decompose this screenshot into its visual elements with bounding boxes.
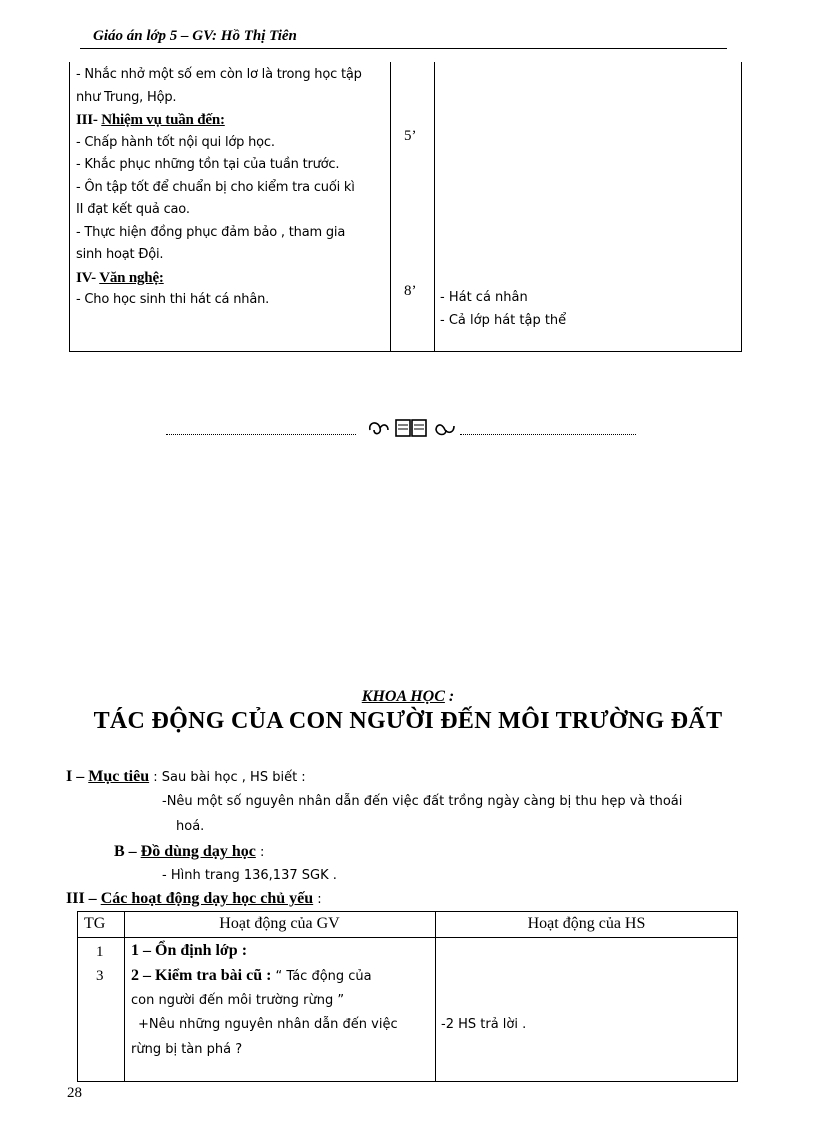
table-line: II đạt kết quả cao. — [76, 202, 190, 217]
page-number: 28 — [67, 1085, 82, 1101]
objective-line: hoá. — [176, 819, 205, 834]
header-student: Hoạt động của HS — [527, 915, 646, 932]
time-cell: 8’ — [404, 283, 417, 299]
page-header: Giáo án lớp 5 – GV: Hồ Thị Tiên — [93, 28, 297, 44]
table-line: sinh hoạt Đội. — [76, 247, 164, 262]
teacher-step-1: 1 – Ổn định lớp : — [131, 942, 248, 959]
table-line: con người đến môi trường rừng ” — [131, 993, 345, 1008]
table-line: - Chấp hành tốt nội qui lớp học. — [76, 134, 275, 150]
table-line: - Khắc phục những tồn tại của tuần trước. — [76, 157, 340, 172]
time-cell: 1 — [96, 944, 104, 960]
section-materials: B – Đồ dùng dạy học : — [114, 843, 265, 860]
header-teacher: Hoạt động của GV — [219, 915, 340, 932]
dotted-divider-right — [460, 434, 636, 435]
teacher-step-2: 2 – Kiểm tra bài cũ : “ Tác động của — [131, 967, 372, 984]
table-line: +Nêu những nguyên nhân dẫn đến việc — [138, 1017, 398, 1032]
table-header-rule — [77, 937, 738, 938]
header-rule — [80, 48, 727, 49]
table-line: - Cả lớp hát tập thể — [440, 313, 567, 328]
objective-line: -Nêu một số nguyên nhân dẫn đến việc đất trồng ngày càng bị thu hẹp và thoái — [162, 794, 683, 809]
table-divider — [435, 911, 436, 1082]
materials-line: - Hình trang 136,137 SGK . — [162, 868, 337, 883]
book-ornament-icon — [366, 416, 458, 440]
section-activities: III – Các hoạt động dạy học chủ yếu : — [66, 890, 322, 907]
table-line: - Hát cá nhân — [440, 290, 528, 305]
table-line: như Trung, Hộp. — [76, 89, 177, 105]
table-divider — [434, 62, 435, 352]
table-line: - Thực hiện đồng phục đảm bảo , tham gia — [76, 224, 346, 240]
lesson-title: TÁC ĐỘNG CỦA CON NGƯỜI ĐẾN MÔI TRƯỜNG ĐẤT — [93, 708, 723, 734]
section-objectives: I – Mục tiêu : Sau bài học , HS biết : — [66, 768, 306, 785]
table-line: - Cho học sinh thi hát cá nhân. — [76, 292, 270, 307]
student-activity-column — [440, 286, 566, 332]
table-line: - Ôn tập tốt để chuẩn bị cho kiểm tra cuối kì — [76, 179, 355, 195]
time-cell: 5’ — [404, 128, 417, 144]
table-line: rừng bị tàn phá ? — [131, 1042, 243, 1057]
subject-title: KHOA HỌC : — [361, 688, 455, 705]
table-divider — [124, 911, 125, 1082]
table-divider — [390, 62, 391, 352]
teacher-activity-column — [76, 64, 386, 312]
table-line: - Nhắc nhở một số em còn lơ là trong học tập — [76, 67, 362, 82]
dotted-divider-left — [166, 434, 356, 435]
section-heading-arts: IV- Văn nghệ: — [76, 269, 164, 286]
student-answer: -2 HS trả lời . — [441, 1017, 527, 1032]
time-cell: 3 — [96, 968, 104, 984]
section-heading-tasks: III- Nhiệm vụ tuần đến: — [76, 112, 225, 128]
header-time: TG — [84, 915, 106, 932]
